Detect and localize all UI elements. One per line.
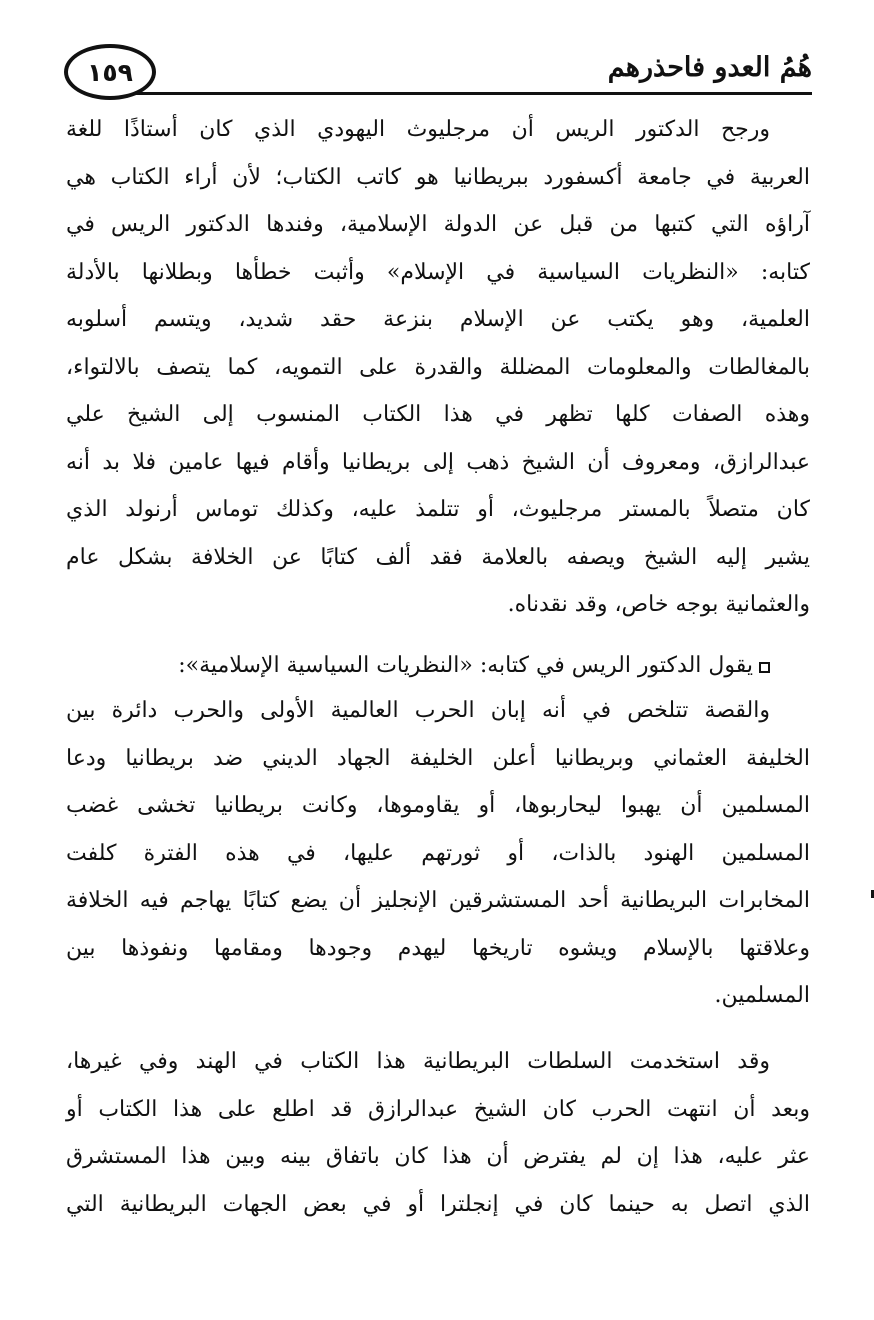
text-line: العلمية، وهو يكتب عن الإسلام بنزعة حقد شديد، ويتسم أسلوبه	[66, 307, 810, 332]
quote-intro	[66, 642, 810, 690]
paragraph-1	[66, 106, 810, 629]
running-header	[64, 44, 812, 104]
paragraph-3	[66, 1038, 810, 1228]
text-line: المسلمين الهنود بالذات، أو ثورتهم عليها، في هذه الفترة كلفت	[66, 840, 810, 866]
text-line: عثر عليه، هذا إن لم يفترض أن هذا كان باتفاق بينه وبين هذا المستشرق	[66, 1144, 810, 1169]
text-line: وقد استخدمت السلطات البريطانية هذا الكتاب في الهند وفي غيرها،	[66, 1049, 770, 1074]
text-line: العربية في جامعة أكسفورد ببريطانيا هو كاتب الكتاب؛ لأن أراء الكتاب هي	[66, 164, 810, 190]
text-line: كتابه: «النظريات السياسية في الإسلام» وأثبت خطأها وبطلانها بالأدلة	[66, 259, 810, 285]
text-line: آراؤه التي كتبها من قبل عن الدولة الإسلامية، وفندها الدكتور الريس في	[66, 212, 810, 237]
quote-intro-line	[66, 642, 810, 690]
text-line: ورجح الدكتور الريس أن مرجليوث اليهودي الذي كان أستاذًا للغة	[66, 117, 770, 142]
text-line: كان متصلاً بالمستر مرجليوث، أو تتلمذ عليه، وكذلك توماس أرنولد الذي	[66, 497, 810, 522]
text-line: المخابرات البريطانية أحد المستشرقين الإنجليز أن يضع كتابًا يهاجم فيه الخلافة	[66, 888, 810, 913]
text-line: عبدالرازق، ومعروف أن الشيخ ذهب إلى بريطانيا وأقام فيها عامين فلا بد أنه	[66, 449, 810, 475]
text-line: بالمغالطات والمعلومات المضللة والقدرة على التمويه، كما يتصف بالالتواء،	[66, 354, 810, 380]
text-line: وهذه الصفات كلها تظهر في هذا الكتاب المنسوب إلى الشيخ علي	[66, 402, 811, 427]
text-line: وعلاقتها بالإسلام ويشوه تاريخها ليهدم وجودها ومقامها ونفوذها بين	[66, 935, 810, 961]
header-rule	[136, 92, 812, 95]
page-number-badge: ١٥٩	[64, 44, 156, 100]
text-line: الذي اتصل به حينما كان في إنجلترا أو في بعض الجهات البريطانية التي	[66, 1191, 810, 1217]
text-line: المسلمين.	[714, 983, 810, 1008]
square-bullet-icon	[759, 662, 770, 673]
text-line: وبعد أن انتهت الحرب كان الشيخ عبدالرازق قد اطلع على هذا الكتاب أو	[66, 1096, 810, 1122]
text-line: المسلمين أن يهبوا ليحاربوها، أو يقاوموها، وكانت بريطانيا تخشى غضب	[66, 793, 810, 818]
running-title: هُمُ العدو فاحذرهم	[607, 52, 812, 83]
text-line: الخليفة العثماني وبريطانيا أعلن الخليفة الجهاد الديني ضد بريطانيا ودعا	[66, 745, 810, 771]
text-line: والعثمانية بوجه خاص، وقد نقدناه.	[507, 592, 810, 617]
quote-intro-text: يقول الدكتور الريس في كتابه: «النظريات السياسية الإسلامية»:	[178, 653, 753, 678]
text-line: والقصة تتلخص في أنه إبان الحرب العالمية الأولى والحرب دائرة بين	[66, 698, 770, 723]
paragraph-2	[66, 687, 810, 1020]
text-line: يشير إليه الشيخ ويصفه بالعلامة فقد ألف كتابًا عن الخلافة بشكل عام	[66, 544, 810, 570]
